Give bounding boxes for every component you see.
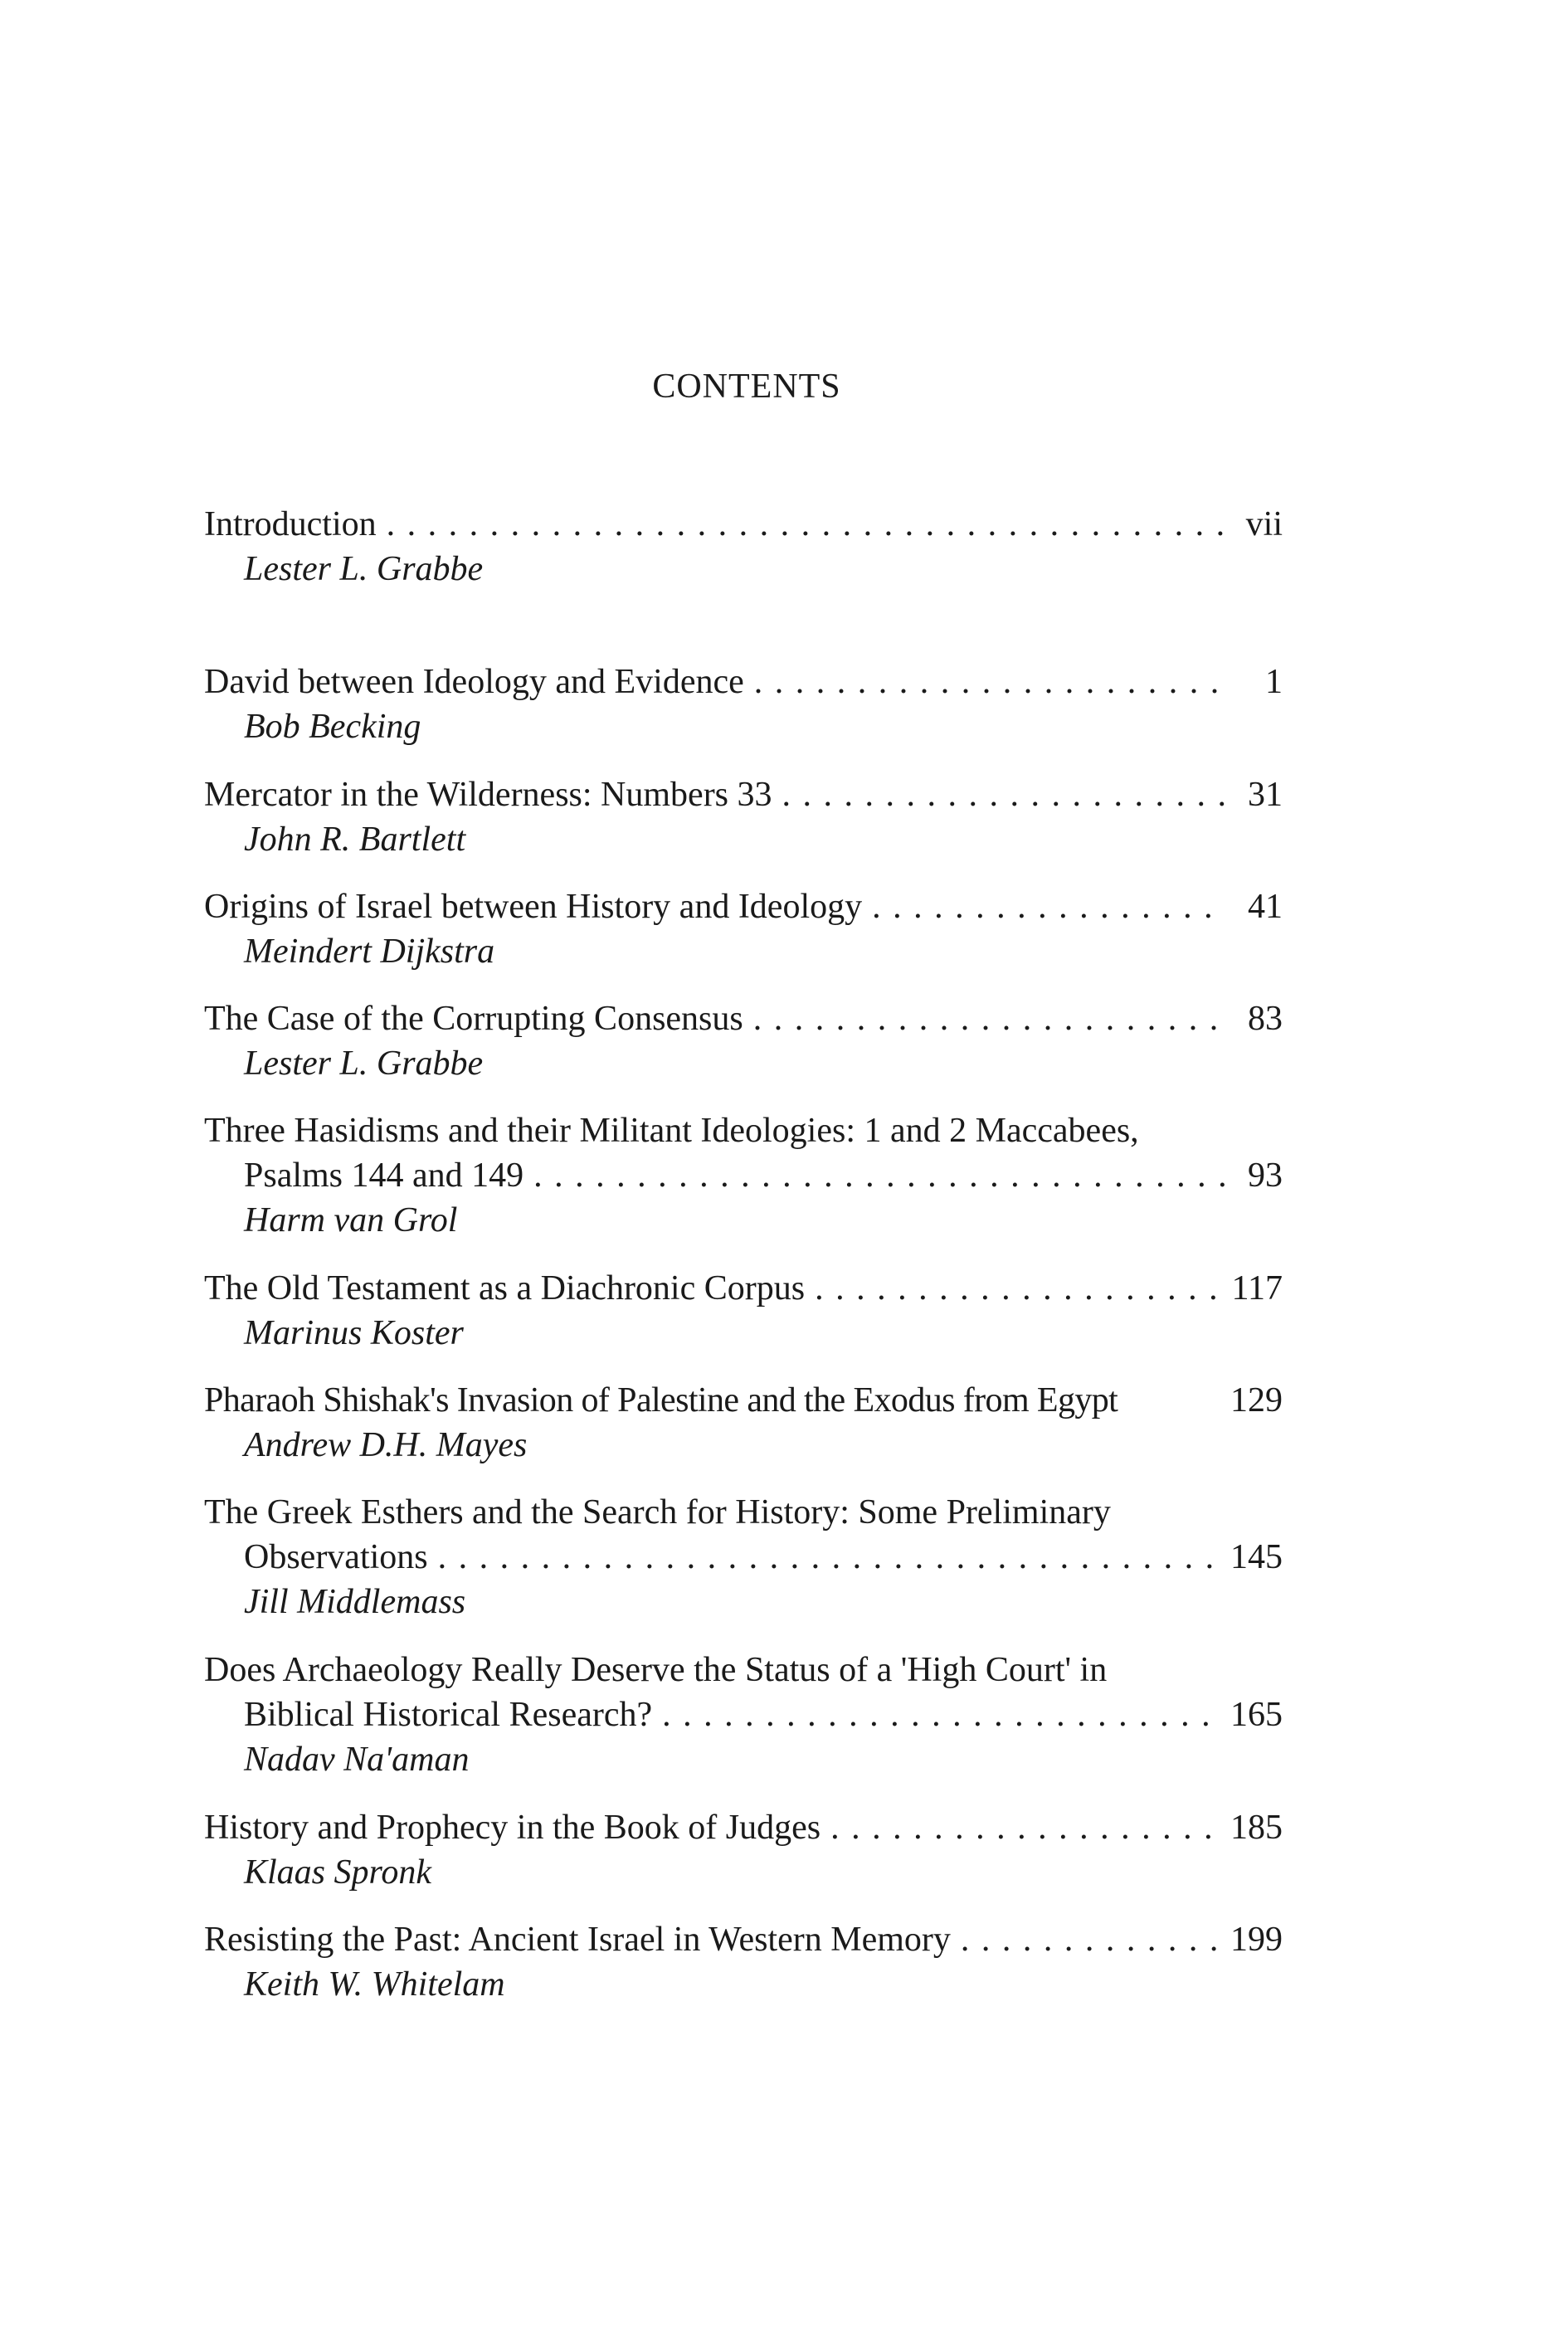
toc-entry-title-line [204, 1108, 1283, 1153]
toc-entry-title-line [204, 1692, 1283, 1737]
dot-leader [533, 1153, 1225, 1198]
toc-entry-author: Nadav Na'aman [244, 1741, 470, 1779]
toc-entry-title-line [204, 772, 1283, 817]
toc-entry-title: The Case of the Corrupting Consensus [204, 1000, 743, 1038]
toc-page-number: 185 [1230, 1809, 1283, 1847]
toc-entry-title-continuation: Observations [244, 1538, 428, 1576]
toc-entry-title: The Old Testament as a Diachronic Corpus [204, 1269, 806, 1307]
toc-entry-title-line [204, 1490, 1283, 1535]
dot-leader [754, 660, 1225, 704]
toc-entry-title: Does Archaeology Really Deserve the Status of a 'High Court' in [204, 1651, 1108, 1689]
toc-entry [204, 1648, 1283, 1782]
toc-entry-title: Pharaoh Shishak's Invasion of Palestine and the Exodus from Egypt [204, 1381, 1118, 1419]
toc-entry [204, 1266, 1283, 1356]
toc-entry-title-line [204, 1266, 1283, 1311]
toc-entry-title-continuation: Biblical Historical Research? [244, 1696, 653, 1734]
toc-entry-author: Jill Middlemass [244, 1583, 466, 1621]
toc-entry-title-line [204, 660, 1283, 704]
toc-page-number: 83 [1248, 1000, 1283, 1038]
toc-entry-title-line [204, 502, 1283, 547]
toc-entry [204, 660, 1283, 749]
toc-entry-title: Origins of Israel between History and Ideology [204, 888, 863, 926]
toc-entry [204, 1917, 1283, 2007]
toc-entry [204, 772, 1283, 862]
dot-leader [961, 1917, 1222, 1962]
toc-entry-title: Introduction [204, 505, 377, 543]
toc-entry-title: Three Hasidisms and their Militant Ideologies: 1 and 2 Maccabees, [204, 1112, 1139, 1150]
dot-leader [753, 996, 1225, 1041]
toc-entry-author: Klaas Spronk [244, 1853, 431, 1892]
toc-entry [204, 1108, 1283, 1243]
page-title: CONTENTS [652, 368, 841, 406]
toc-page-number: 31 [1248, 776, 1283, 814]
dot-leader [662, 1692, 1222, 1737]
toc-entry-title-line [204, 1378, 1283, 1423]
toc-page-number: 129 [1230, 1381, 1283, 1419]
toc-entry-title-continuation: Psalms 144 and 149 [244, 1157, 524, 1195]
toc-entry [204, 1805, 1283, 1895]
toc-entry-title: David between Ideology and Evidence [204, 663, 744, 701]
toc-entry-title-line [204, 1648, 1283, 1692]
toc-page-number: 117 [1231, 1269, 1283, 1307]
toc-page-number: 41 [1248, 888, 1283, 926]
toc-entry [204, 884, 1283, 974]
toc-entry-author: Lester L. Grabbe [244, 1045, 484, 1083]
toc-entry [204, 996, 1283, 1086]
toc-page-number: 145 [1230, 1538, 1283, 1576]
toc-entry-title: The Greek Esthers and the Search for History: Some Preliminary [204, 1493, 1111, 1531]
toc-entry-title: Mercator in the Wilderness: Numbers 33 [204, 776, 772, 814]
toc-entry-author: Bob Becking [244, 708, 421, 746]
dot-leader [872, 884, 1225, 929]
toc-page-number: 199 [1230, 1921, 1283, 1959]
dot-leader [438, 1535, 1222, 1580]
toc-entry-author: Andrew D.H. Mayes [244, 1426, 528, 1464]
toc-page-number: 165 [1230, 1696, 1283, 1734]
dot-leader [830, 1805, 1222, 1850]
toc-entry-author: Keith W. Whitelam [244, 1965, 505, 2004]
toc-page-number: 93 [1248, 1157, 1283, 1195]
toc-entry-title-line [204, 996, 1283, 1041]
toc-entry-title: History and Prophecy in the Book of Judges [204, 1809, 821, 1847]
toc-entry-title-line [204, 1805, 1283, 1850]
toc-entry-author: Lester L. Grabbe [244, 550, 484, 588]
toc-entry-author: John R. Bartlett [244, 821, 466, 859]
toc-entry [204, 1378, 1283, 1468]
toc-page-number: 1 [1265, 663, 1283, 701]
dot-leader [815, 1266, 1223, 1311]
toc-entry-title-line [204, 1153, 1283, 1198]
toc-entry-title-line [204, 1917, 1283, 1962]
toc-entry-author: Meindert Dijkstra [244, 933, 495, 971]
dot-leader [387, 502, 1225, 547]
dot-leader [782, 772, 1225, 817]
toc-entry-title-line [204, 884, 1283, 929]
toc-entry-title: Resisting the Past: Ancient Israel in Western Memory [204, 1921, 951, 1959]
toc-entry-author: Marinus Koster [244, 1314, 464, 1352]
toc-entry-title-line [204, 1535, 1283, 1580]
toc-entry-author: Harm van Grol [244, 1201, 458, 1239]
toc-page-number: vii [1245, 505, 1283, 543]
toc-entry [204, 502, 1283, 592]
toc-entry [204, 1490, 1283, 1624]
